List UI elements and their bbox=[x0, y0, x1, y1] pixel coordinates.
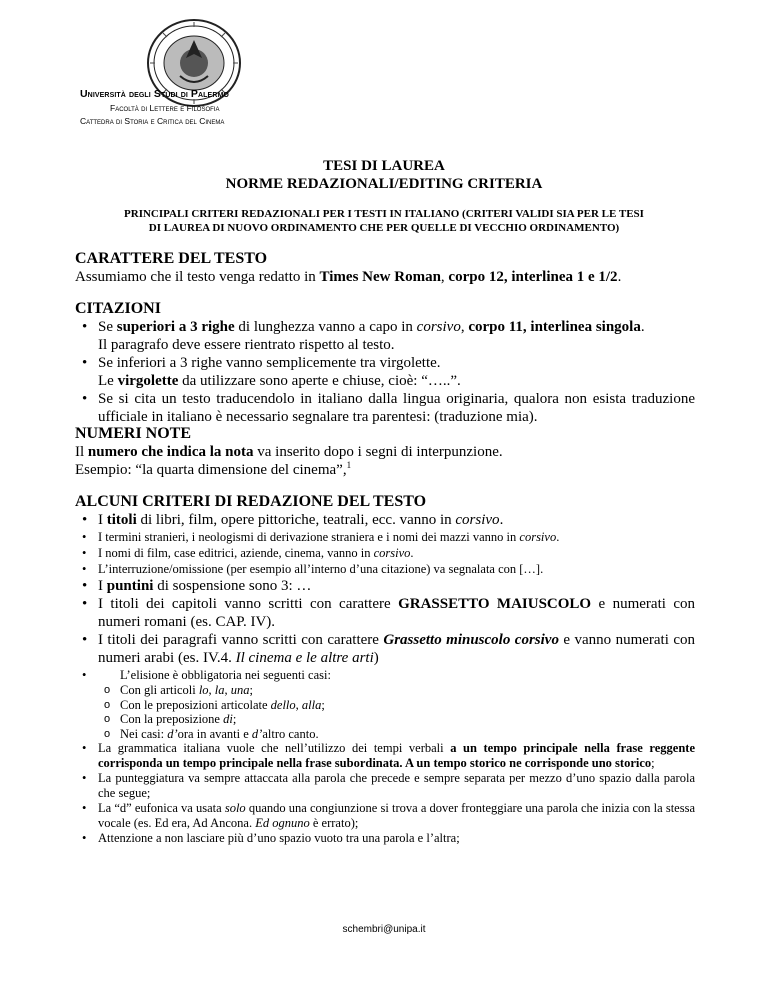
university-name: Università degli Studi di Palermo bbox=[80, 88, 229, 100]
text-run: ora in avanti e bbox=[177, 726, 252, 741]
text-run: va inserito dopo i segni di interpunzione. bbox=[253, 444, 503, 460]
section-text-carattere bbox=[75, 268, 621, 286]
text-run: Con gli articoli bbox=[120, 683, 199, 697]
sublist-item bbox=[98, 683, 695, 698]
list-item bbox=[75, 318, 695, 354]
italic-run: Ed ognuno bbox=[255, 816, 310, 830]
text-run: , bbox=[208, 683, 215, 697]
italic-run: solo bbox=[224, 801, 246, 815]
italic-run: d’ bbox=[251, 726, 263, 741]
text-run: Il paragrafo deve essere rientrato rispetto al testo. bbox=[98, 337, 395, 353]
criteria-intro-line1: PRINCIPALI CRITERI REDAZIONALI PER I TESTI IN ITALIANO (CRITERI VALIDI SIA PER LE TESI bbox=[124, 208, 644, 220]
text-run: I titoli dei capitoli vanno scritti con carattere bbox=[98, 596, 399, 612]
bold-run: titoli bbox=[106, 512, 137, 528]
italic-run: la bbox=[214, 683, 225, 697]
text-run: . bbox=[617, 269, 622, 285]
bold-run: puntini bbox=[106, 578, 154, 594]
criteria-intro bbox=[0, 207, 768, 235]
criteria-intro-line2: DI LAUREA DI NUOVO ORDINAMENTO CHE PER QUELLE DI VECCHIO ORDINAMENTO) bbox=[148, 222, 620, 234]
text-run: , bbox=[440, 269, 449, 285]
text-run: Il bbox=[75, 444, 88, 460]
text-run: L’elisione è obbligatoria nei seguenti casi: bbox=[120, 668, 331, 682]
bold-run: superiori a 3 righe bbox=[116, 319, 235, 335]
bold-run: numero che indica la nota bbox=[87, 444, 254, 460]
text-run: ) bbox=[373, 650, 379, 666]
footer-email: schembri@unipa.it bbox=[342, 924, 426, 935]
criteri-list bbox=[75, 511, 695, 846]
text-run: da utilizzare sono aperte e chiuse, cioè: “…..”. bbox=[178, 373, 461, 389]
text-run: . bbox=[499, 512, 504, 528]
text-run: La “d” eufonica va usata bbox=[98, 801, 225, 815]
text-run: I nomi di film, case editrici, aziende, cinema, vanno in bbox=[98, 546, 374, 560]
italic-run: lo bbox=[198, 683, 209, 697]
italic-run: dello bbox=[270, 697, 296, 712]
section-heading-numeri-note: NUMERI NOTE bbox=[75, 425, 192, 442]
footnote-marker: 1 bbox=[346, 460, 352, 470]
list-item bbox=[75, 545, 695, 561]
section-heading-carattere: CARATTERE DEL TESTO bbox=[75, 250, 268, 267]
text-run: , bbox=[295, 697, 302, 712]
citazioni-list bbox=[75, 318, 695, 426]
list-item: • La punteggiatura va sempre attaccata alla parola che precede e sempre separata per mezzo d’uno spazio dalla parola che segue; bbox=[75, 771, 695, 801]
text-run: di libri, film, opere pittoriche, teatrali, ecc. vanno in bbox=[136, 512, 456, 528]
list-item bbox=[75, 631, 695, 667]
bold-run: corpo 11, interlinea singola bbox=[468, 319, 641, 335]
bold-italic-run: Grassetto minuscolo corsivo bbox=[383, 632, 559, 648]
text-run: e numerati con numeri romani (es. CAP. IV). bbox=[98, 596, 695, 630]
italic-run: d’ bbox=[167, 726, 178, 741]
section-heading-criteri: ALCUNI CRITERI DI REDAZIONE DEL TESTO bbox=[75, 493, 427, 510]
bold-run: Times New Roman bbox=[319, 269, 441, 285]
italic-run: corsivo bbox=[519, 530, 557, 544]
text-run: Se bbox=[98, 319, 117, 335]
bold-run: a un tempo principale nella frase reggente corrisponda un tempo principale nella frase subordinata. A un tempo storico ne corrisponde uno storico bbox=[98, 741, 695, 770]
text-run: ; bbox=[651, 756, 655, 770]
sublist-item bbox=[98, 727, 695, 742]
list-item bbox=[75, 577, 695, 595]
bold-run: GRASSETTO MAIUSCOLO bbox=[398, 596, 592, 612]
text-run: Assumiamo che il testo venga redatto in bbox=[75, 269, 320, 285]
italic-run: alla bbox=[301, 697, 322, 712]
text-run: I termini stranieri, i neologismi di derivazione straniera e i nomi dei mazzi vanno in bbox=[98, 530, 520, 544]
list-item: • Attenzione a non lasciare più d’uno spazio vuoto tra una parola e l’altra; bbox=[75, 831, 695, 846]
text-run: I bbox=[98, 578, 107, 594]
text-run: Nei casi: bbox=[120, 726, 168, 741]
list-item: • Se si cita un testo traducendolo in italiano dalla lingua originaria, qualora non esista traduzione ufficiale in italiano è necessario segnalare tra parentesi: (traduzione mia). bbox=[75, 390, 695, 426]
italic-run: corsivo bbox=[455, 512, 500, 528]
text-run: La grammatica italiana vuole che nell’utilizzo dei tempi verbali bbox=[98, 741, 451, 755]
text-run: . bbox=[410, 546, 414, 560]
italic-run: Il cinema e le altre arti bbox=[235, 650, 374, 666]
chair-name: Cattedra di Storia e Critica del Cinema bbox=[80, 116, 225, 126]
list-item bbox=[75, 511, 695, 529]
faculty-name: Facoltà di Lettere e Filosofia bbox=[110, 103, 220, 113]
bold-run: virgolette bbox=[117, 373, 179, 389]
text-run: di lunghezza vanno a capo in bbox=[234, 319, 417, 335]
list-item bbox=[75, 354, 695, 390]
sublist-item bbox=[98, 712, 695, 727]
italic-run: una bbox=[230, 683, 250, 697]
text-run: I titoli dei paragrafi vanno scritti con carattere bbox=[98, 632, 384, 648]
text-run: I bbox=[98, 512, 107, 528]
italic-run: corsivo bbox=[416, 319, 461, 335]
text-run: è errato); bbox=[309, 816, 359, 830]
text-run: ; bbox=[249, 683, 254, 697]
text-run: e vanno numerati con numeri arabi (es. IV.4. bbox=[98, 632, 695, 666]
elision-sublist bbox=[98, 683, 695, 741]
section-text-numeri-note bbox=[75, 443, 503, 479]
text-run: , bbox=[460, 319, 469, 335]
text-run: Con la preposizione bbox=[120, 712, 224, 726]
text-run: altro canto. bbox=[262, 726, 319, 741]
italic-run: corsivo bbox=[373, 546, 411, 560]
text-run: ; bbox=[321, 697, 325, 712]
text-run: di sospensione sono 3: … bbox=[153, 578, 312, 594]
list-item bbox=[75, 595, 695, 631]
text-run: quando una congiunzione si trova a dover fronteggiare una parola che inizia con la stessa vocale (es. Ed era, Ad Ancona. bbox=[98, 801, 695, 830]
section-heading-citazioni: CITAZIONI bbox=[75, 300, 161, 317]
document-subtitle: NORME REDAZIONALI/EDITING CRITERIA bbox=[225, 176, 543, 192]
text-run: Con le preposizioni articolate bbox=[120, 697, 271, 712]
text-run: . bbox=[640, 319, 645, 335]
italic-run: di bbox=[223, 712, 233, 726]
text-run: , bbox=[224, 683, 231, 697]
bold-run: corpo 12, interlinea 1 e 1/2 bbox=[448, 269, 618, 285]
list-item bbox=[75, 801, 695, 831]
list-item bbox=[75, 741, 695, 771]
document-title: TESI DI LAUREA bbox=[323, 158, 445, 174]
text-run: ; bbox=[232, 712, 237, 726]
text-run: Le bbox=[98, 373, 118, 389]
list-item bbox=[75, 529, 695, 545]
text-run: . bbox=[556, 530, 560, 544]
list-item bbox=[75, 667, 695, 741]
text-run: Se inferiori a 3 righe vanno semplicemente tra virgolette. bbox=[98, 355, 441, 371]
sublist-item bbox=[98, 698, 695, 713]
text-run: Esempio: “la quarta dimensione del cinema”, bbox=[75, 462, 347, 478]
list-item: • L’interruzione/omissione (per esempio all’interno d’una citazione) va segnalata con […]. bbox=[75, 561, 695, 577]
